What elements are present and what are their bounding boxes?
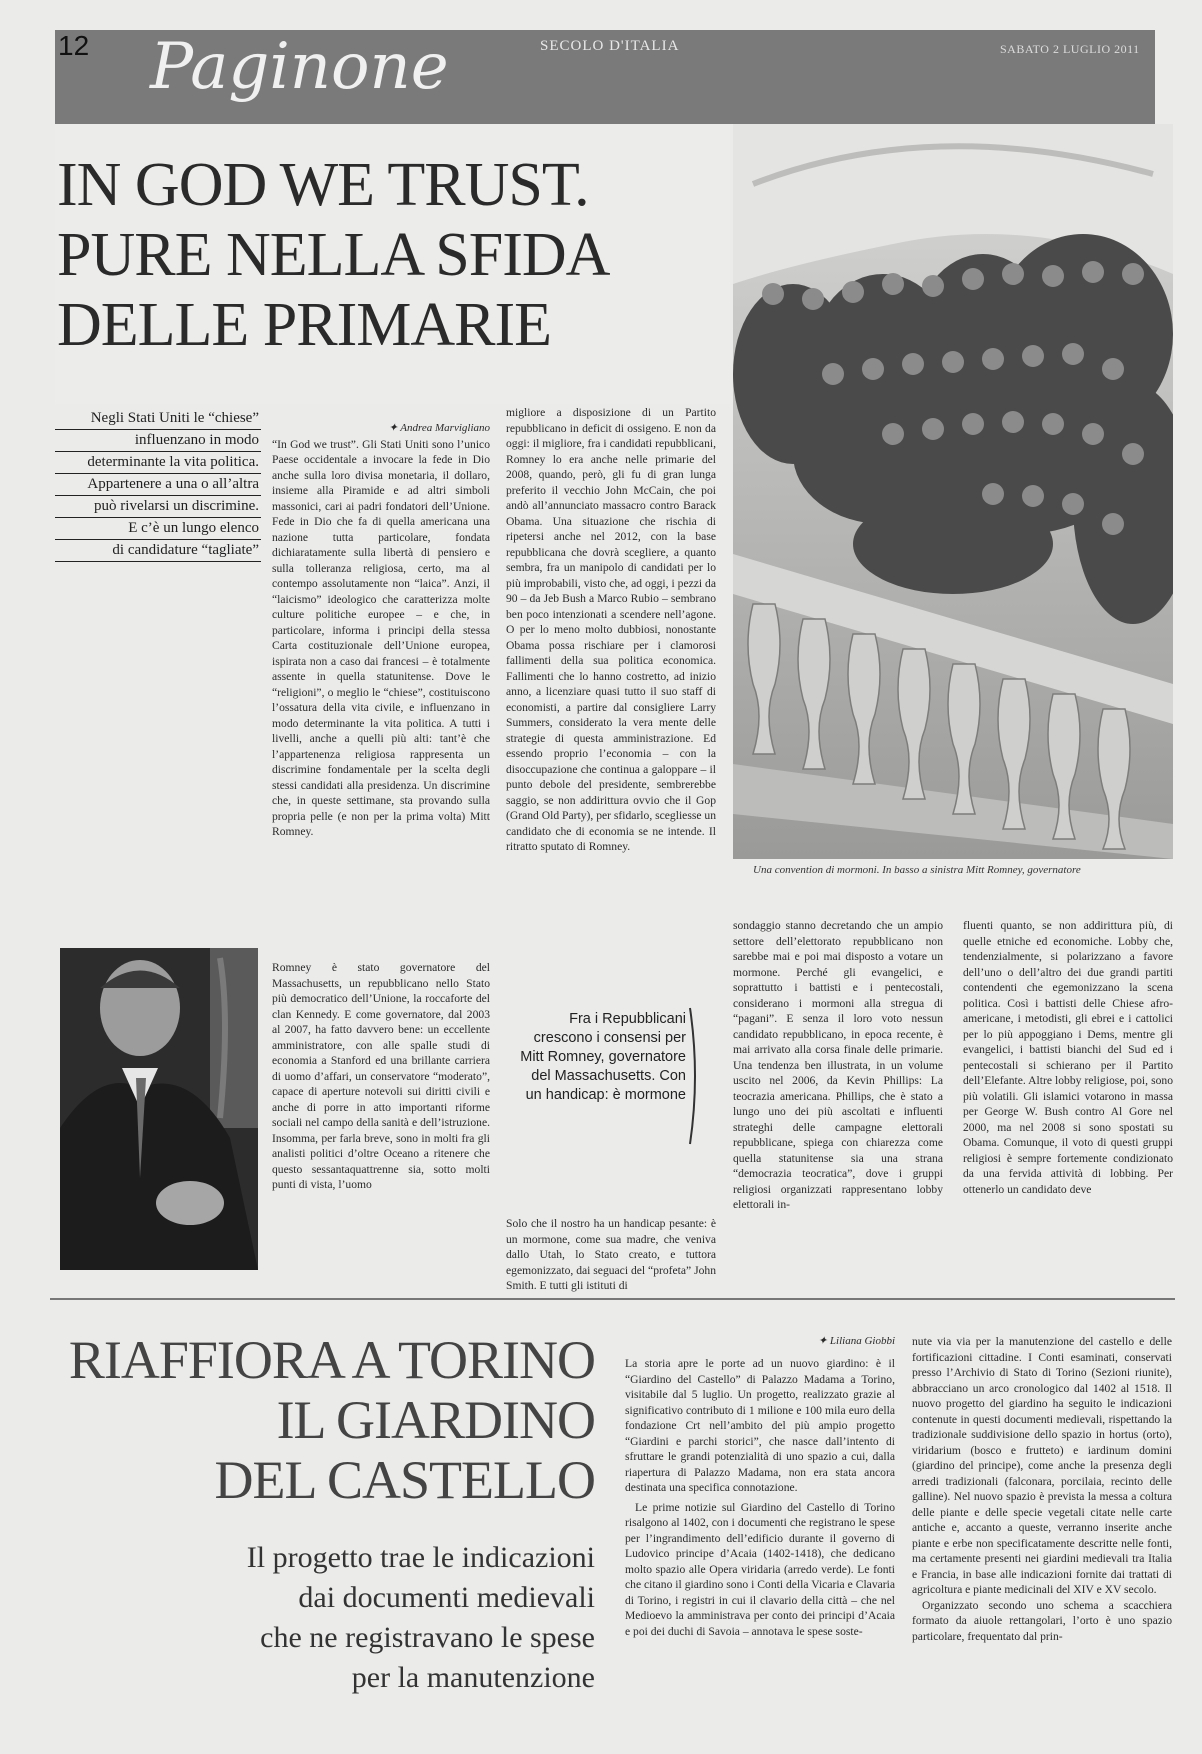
deck-line: determinante la vita politica. bbox=[55, 452, 261, 474]
body-text: Le prime notizie sul Giardino del Castello di Torino risalgono al 1402, con i documenti che registrano le spese per l’ingrandimento dell’edificio durante il governo di Ludovico principe d’Acaia (1402-1418), che dedicano molto spazio alle Opera viridaria (arredo verde). Le fonti che citano il giardino sono i Conti della Vicaria e Clavaria di Torino, i registri in cui il clavario della città – che nel Medioevo la amministrava per conto dei principi d’Acaia e poi dei duchi di Savoia – annotava le spese soste- bbox=[625, 1500, 895, 1638]
dateline: SABATO 2 LUGLIO 2011 bbox=[1000, 42, 1140, 56]
deck-line: E c’è un lungo elenco bbox=[55, 518, 261, 540]
article2-column-2 bbox=[912, 1334, 1172, 1644]
body-text: Romney è stato governatore del Massachusetts, un repubblicano nello Stato più democratico dell’Unione, la roccaforte del clan Kennedy. E come governatore, dal 2003 al 2007, ha fatto davvero bene: un eccellente amministratore, con alle spalle studi di economia a Stanford ed una brillante carriera di uomo d’affari, un conservatore “moderato”, capace di aperture notevoli sui diritti civili e anche di porre in atto importanti riforme sociali nel campo della sanità e dell’istruzione. Insomma, per farla breve, sono in molti fra gli analisti politici d’oltre Oceano a ritenere che questo sessantaquattrenne sia, sotto molti punti di vista, l’uomo bbox=[272, 961, 490, 1191]
article1-column-1 bbox=[272, 421, 490, 840]
body-text: Solo che il nostro ha un handicap pesante: è un mormone, come sua madre, che veniva dallo Utah, lo Stato creato, e tuttora egemonizzato, dai seguaci del “profeta” John Smith. E tutti gli istituti di bbox=[506, 1217, 716, 1292]
deck-line: Negli Stati Uniti le “chiese” bbox=[55, 408, 261, 430]
article1-column-2 bbox=[506, 405, 716, 855]
deck-line: può rivelarsi un discrimine. bbox=[55, 496, 261, 518]
article-divider bbox=[50, 1298, 1175, 1300]
body-text: La storia apre le porte ad un nuovo giardino: è il “Giardino del Castello” di Palazzo Madama a Torino, visitabile dal 5 luglio. Un progetto, realizzato grazie al significativo contributo di 1 milione e 100 mila euro della fondazione Crt nell’ambito del più ampio progetto “Giardini e parchi storici”, che nasce dall’intento di sfruttare le grandi potenzialità di uno spazio a cui, dalla riapertura di Palazzo Madama, non era stata ancora destinata una specifica connotazione. bbox=[625, 1357, 895, 1494]
subhead-line: dai documenti medievali bbox=[298, 1581, 595, 1614]
byline: ✦ Andrea Marvigliano bbox=[388, 422, 490, 434]
deck-line: di candidature “tagliate” bbox=[55, 540, 261, 562]
subhead-line: che ne registravano le spese bbox=[260, 1621, 595, 1654]
article1-column-2-cont bbox=[506, 1216, 716, 1294]
body-text: sondaggio stanno decretando che un ampio settore dell’elettorato repubblicano non sarebbe mai e poi mai disposto a votare un mormone. Perché gli evangelici, e soprattutto i battisti e i pentecostali, considerano i mormoni alla stregua di “pagani”. E senza il loro voto nessun candidato repubblicano, in epoca recente, è mai arrivato alla corsa finale delle primarie. Una tendenza ben illustrata, in un volume uscito nel 2006, da Kevin Phillips: La teocrazia americana. Phillips, che è stato a lungo uno dei più ascoltati e influenti strateghi delle campagne elettorali repubblicane, spiega con chiarezza come quella statunitense sia una strana “democrazia teocratica”, dove i gruppi religiosi organizzati rappresentano lobby elettorali in- bbox=[733, 919, 943, 1211]
headline-line: DEL CASTELLO bbox=[214, 1450, 595, 1510]
byline-author: Liliana Giobbi bbox=[829, 1335, 895, 1347]
headline-line: IL GIARDINO bbox=[276, 1390, 595, 1450]
headline-line: DELLE PRIMARIE bbox=[57, 291, 552, 359]
article1-column-4 bbox=[963, 918, 1173, 1197]
photo-caption: Una convention di mormoni. In basso a sinistra Mitt Romney, governatore bbox=[753, 864, 1081, 876]
article1-column-1-cont bbox=[272, 960, 490, 1193]
deck-line: influenzano in modo bbox=[55, 430, 261, 452]
article-deck bbox=[55, 408, 261, 562]
article1-column-3 bbox=[733, 918, 943, 1213]
byline-author: Andrea Marvigliano bbox=[400, 422, 490, 434]
headline-line: IN GOD WE TRUST. bbox=[57, 151, 589, 219]
subhead-line: Il progetto trae le indicazioni bbox=[246, 1541, 595, 1574]
article2-column-1 bbox=[625, 1356, 895, 1643]
subheadline-2 bbox=[95, 1538, 595, 1698]
pull-quote-bracket bbox=[688, 1006, 700, 1146]
romney-photo bbox=[60, 948, 258, 1270]
headline-line: RIAFFIORA A TORINO bbox=[68, 1330, 595, 1390]
deck-line: Appartenere a una o all’altra bbox=[55, 474, 261, 496]
byline: ✦ Liliana Giobbi bbox=[817, 1335, 895, 1347]
headline-line: PURE NELLA SFIDA bbox=[57, 221, 610, 289]
masthead: SECOLO D'ITALIA bbox=[540, 38, 680, 54]
pull-quote: Fra i Repubblicani crescono i consensi per Mitt Romney, governatore del Massachusetts. Con un handicap: è mormone bbox=[520, 1011, 686, 1103]
section-title: Paginone bbox=[150, 30, 449, 104]
subhead-line: per la manutenzione bbox=[351, 1661, 595, 1694]
body-text: Organizzato secondo uno schema a scacchiera formato da aiuole rettangolari, l’orto è uno spazio particolare, frequentato dal prin- bbox=[912, 1598, 1172, 1643]
body-text: “In God we trust”. Gli Stati Uniti sono l’unico Paese occidentale a invocare la fede in Dio anche sulla loro divisa monetaria, il dollaro, insieme alla Piramide e ad altri simboli massonici, cari ai padri fondatori dell’Unione. Fede in Dio che fa di quella americana una nazione tutta particolare, fondata dichiaratamente sulla libertà di pensiero e sulla tolleranza religiosa, certo, ma al contempo assolutamente non “laica”. Anzi, il “laicismo” ideologico che caratterizza molte culture politiche europee – e che, in particolare, informa i principi della stessa Carta costituzionale dell’Unione europea, ispirata non a caso dai francesi – è totalmente assente in quella statunitense. Dove le “religioni”, o meglio le “chiese”, costituiscono l’ossatura della vita civile, e influenzano in modo determinante la vita politica. A tutti i livelli, anche a quelli più alti: tant’è che l’appartenenza religiosa rappresenta un discrimine fondamentale per la scelta degli stessi candidati alla presidenza. Un discrimine che, in queste settimane, sta provando sulla propria pelle (e non per la prima volta) Mitt Romney. bbox=[272, 437, 490, 838]
choir-photo bbox=[733, 124, 1173, 859]
page-number: 12 bbox=[58, 30, 90, 61]
headline bbox=[57, 150, 737, 360]
body-text: fluenti quanto, se non addirittura più, di quelle etniche ed economiche. Lobby che, tendenzialmente, si polarizzano a favore dell’uno o dell’altro dei due grandi partiti contendenti che egemonizzano la scena politica. Così i battisti delle Chiese afro-americane, i metodisti, gli ebrei e i cattolici per lo più appoggiano i Dems, mentre gli evangelici, i battisti bianchi del Sud ed i pentecostali si schierano per il Partito dell’Elefante. Altre lobby religiose, poi, sono più volatili. Gli islamici votarono in massa per George W. Bush contro Al Gore nel 2000, ma nel 2008 si sono spostati su Obama. Comunque, il voto di questi gruppi religiosi è sempre fortemente condizionato da una fervida attività di lobbing. Per ottenerlo un candidato deve bbox=[963, 919, 1173, 1196]
headline-2 bbox=[55, 1330, 595, 1510]
body-text: migliore a disposizione di un Partito repubblicano in deficit di ossigeno. E non da oggi: il migliore, fra i candidati repubblicani, Romney lo era anche nelle primarie del 2008, quando, però, gli fu di gran lunga preferito il vecchio John McCain, che poi andò all’annunciato massacro contro Barack Obama. Una situazione che rischia di ripetersi anche nel 2012, con la base repubblicana che dovrà scegliere, a quanto sembra, fra un manipolo di candidati per lo più improbabili, visto che, ad oggi, i pezzi da 90 – da Jeb Bush a Marco Rubio – sembrano ben poco intenzionati a scendere nell’agone. O per lo meno molto dubbiosi, nonostante Obama possa rischiare per i clamorosi fallimenti della sua politica economica. Fallimenti che lo hanno costretto, ad inizio anno, a licenziare quasi tutto il suo staff di economisti, a partire dal consigliere Larry Summers, considerato la vera mente delle strategie di questa amministrazione. Ed essendo proprio l’economia – con la disoccupazione che continua a galoppare – il punto debole del presidente, sembrerebbe saggio, se non addirittura ovvio che il Gop (Grand Old Party), per sfidarlo, scegliesse un candidato che di economia se ne intende. Il ritratto sputato di Romney. bbox=[506, 406, 716, 853]
body-text: nute via via per la manutenzione del castello e delle fortificazioni cittadine. I Conti esaminati, conservati presso l’Archivio di Stato di Torino (Sezioni riunite), abbracciano un arco cronologico dal 1402 al 1518. Il nuovo progetto del giardino ha seguito le indicazioni contenute in questi documenti medievali, rispettando la tradizionale suddivisione dello spazio in hortus (orto), viridarium (bosco e frutteto) e iardinum domini (giardino del principe), come anche la presenza degli arredi tradizionali (falconara, porcilaia, recinto delle galline). Nel nuovo spazio è prevista la messa a coltura delle piante e delle specie vegetali citate nelle carte antiche e, accanto a queste, verranno inserite anche piante e erbe non specificatamente descritte nelle fonti, ma certamente presenti nei giardini medievali tra Italia e Francia, in base alle indicazioni fornite dai trattati di agricoltura e piante medicinali del XIV e XV secolo. bbox=[912, 1335, 1172, 1596]
